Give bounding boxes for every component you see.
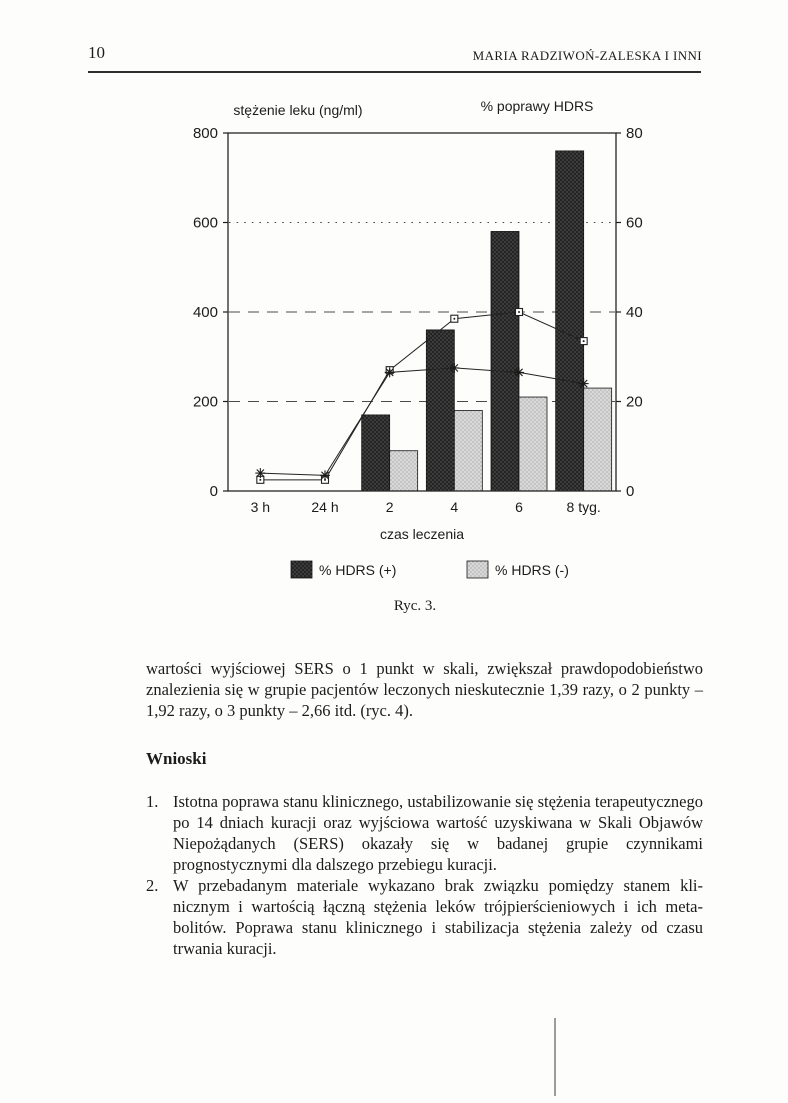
bar-hdrs-minus-6 (519, 397, 547, 491)
page-number: 10 (88, 43, 105, 62)
legend-swatch-dark (291, 561, 312, 578)
bar-hdrs-plus-4 (426, 330, 454, 491)
conclusions-heading: Wnioski (146, 749, 207, 768)
marker-square-dot (453, 318, 455, 320)
figure-caption: Ryc. 3. (393, 598, 437, 614)
left-axis-title: stężenie leku (ng/ml) (233, 102, 363, 118)
marker-asterisk (320, 470, 330, 480)
list-item-text: W przebadanym materiale wykazano brak związku pomiędzy stanem klinicznym i wartością łączną stężenia leków trójpierścieniowych i ich metabolitów. Poprawa stanu klinicznego i stabilizacja stężenia zależy od czasu trwania kuracji. (173, 876, 703, 958)
x-category-label: 24 h (311, 499, 339, 515)
right-tick-label: 40 (626, 304, 643, 321)
marker-asterisk (514, 367, 524, 377)
left-tick-label: 600 (192, 214, 218, 232)
list-number: 2. (146, 876, 159, 895)
list-number: 1. (146, 792, 159, 811)
left-tick-label: 400 (192, 304, 218, 321)
right-tick-label: 20 (626, 393, 643, 411)
marker-square-dot (259, 479, 261, 481)
x-category-label: 4 (450, 499, 459, 515)
header-rule (88, 71, 701, 73)
legend-label: % HDRS (+) (319, 562, 397, 578)
bar-hdrs-plus-8 tyg. (556, 151, 584, 491)
x-axis-title: czas leczenia (379, 526, 465, 542)
right-tick-label: 0 (626, 483, 635, 500)
figure-chart (150, 95, 660, 625)
marker-square-dot (518, 311, 520, 313)
marker-asterisk (385, 367, 395, 377)
scan-artifact-line (554, 1018, 556, 1096)
x-category-label: 8 tyg. (566, 499, 601, 515)
bar-hdrs-minus-8 tyg. (584, 388, 612, 491)
left-tick-label: 800 (192, 125, 218, 142)
bar-hdrs-minus-2 (390, 451, 418, 491)
x-category-label: 2 (385, 499, 394, 515)
marker-asterisk (449, 363, 459, 373)
list-item (146, 875, 703, 959)
right-tick-label: 60 (626, 214, 643, 232)
marker-asterisk (255, 468, 265, 478)
x-category-label: 6 (515, 499, 523, 515)
left-tick-label: 200 (192, 393, 218, 411)
marker-asterisk (579, 379, 589, 389)
marker-square-dot (583, 340, 585, 342)
list-item (146, 791, 703, 875)
legend-swatch-light (467, 561, 488, 578)
bar-hdrs-minus-4 (454, 410, 482, 491)
running-head: MARIA RADZIWOŃ-ZALESKA I INNI (472, 48, 702, 63)
right-tick-label: 80 (626, 125, 643, 142)
x-category-label: 3 h (250, 499, 271, 515)
left-tick-label: 0 (209, 483, 218, 500)
body-paragraph: wartości wyjściowej SERS o 1 punkt w skali, zwiększał prawdopodobieństwo znalezienia się w grupie pacjentów leczonych nieskutecznie 1,39 razy, o 2 punkty – 1,92 razy, o 3 punkty – 2,66 itd. (ryc. 4). (146, 659, 703, 720)
bar-hdrs-plus-6 (491, 231, 519, 491)
list-item-text: Istotna poprawa stanu klinicznego, ustabilizowanie się stężenia terapeutycznego po 14 dniach kuracji oraz wyjściowa wartość uzyskiwana w Skali Objawów Niepożądanych (SERS) okazały się w badanej grupie czynnikami prognostycznymi dla dalszego przebiegu kuracji. (173, 792, 703, 874)
right-axis-title: % poprawy HDRS (480, 98, 594, 114)
bar-hdrs-plus-2 (362, 415, 390, 491)
conclusions-list (146, 791, 703, 959)
legend-label: % HDRS (-) (495, 562, 569, 578)
